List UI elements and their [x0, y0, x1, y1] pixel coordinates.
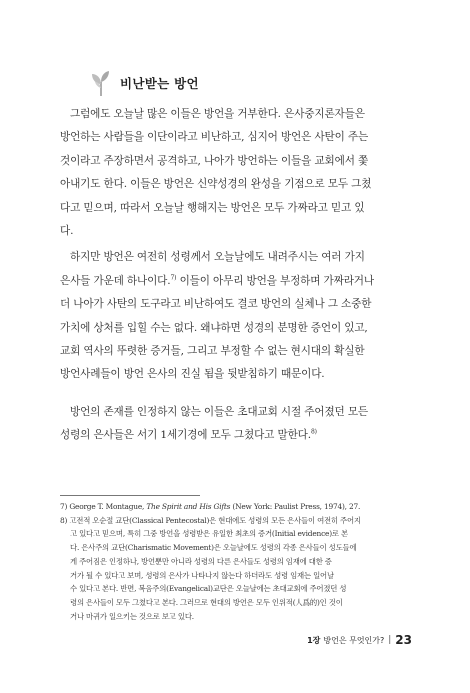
page-footer: [307, 633, 412, 647]
sprout-icon: [86, 68, 116, 98]
footnote-ref-7[interactable]: 7): [170, 274, 177, 282]
paragraph-3: 방언의 존재를 인정하지 않는 이들은 초대교회 시절 주어졌던 모든 성령의 은사들은 서기 1세기경에 모두 그쳤다고 말한다.$^{8)}$: [60, 405, 368, 442]
footnote-8-line: 게 주어짐은 인정하나, 방언뿐만 아니라 성령의 다른 은사들도 성령의 임재에 대한 증: [70, 556, 332, 566]
chapter-label: 1장: [307, 635, 321, 645]
footnote-divider: [60, 495, 200, 496]
paragraph-2: 하지만 방언은 여전히 성령께서 오늘날에도 내려주시는 여러 가지 은사들 가운데 하나이다.$^{7)}$ 이들이 아무리 방언을 부정하며 가짜라거나 더 나아가 사탄의 도구라고 비난하여도 결코 방언의 실체나 그 소중한 가치에 상처를 입힐 수는 없다. 왜냐하면 성경의 분명한 증언이 있고, 교회 역사의 뚜렷한 증거들, 그리고 부정할 수 없는 현시대의 확실한 방언사례들이 방언 은사의 진실 됨을 뒷받침하기 때문이다.: [60, 251, 374, 381]
footnote-8-line: 고 있다고 믿으며, 특히 그중 방언을 성령받은 유일한 최초의 증거(Initial evidence)로 본: [70, 529, 348, 539]
footnote-8-line: 다. 은사주의 교단(Charismatic Movement)은 오늘날에도 성령의 각종 은사들이 성도들에: [70, 543, 357, 553]
footnote-ref-8[interactable]: 8): [310, 428, 317, 436]
footnote-8-line: 거가 될 수 있다고 보며, 성령의 은사가 나타나지 않는다 하더라도 성령 임재는 일어날: [70, 570, 334, 580]
footnotes: [60, 500, 413, 623]
chapter-title: 방언은 무엇인가?: [323, 635, 385, 645]
footnote-8-line: 8) 고전적 오순절 교단(Classical Pentecostal)은 현대에도 성령의 모든 은사들이 여전히 주어지: [60, 515, 361, 525]
footnote-7: 7) George T. Montague, The Spirit and His Gifts (New York: Paulist Press, 1974), 27.: [60, 502, 361, 511]
footnote-8-line: 거나 마귀가 일으키는 것으로 보고 있다.: [70, 611, 194, 621]
paragraph-1: 그럼에도 오늘날 많은 이들은 방언을 거부한다. 은사중지론자들은 방언하는 사람들을 이단이라고 비난하고, 심지어 방언은 사탄이 주는 것이라고 주장하면서 공격하고, 나아가 방언하는 이들을 교회에서 쫓 아내기도 한다. 이들은 방언은 신약성경의 완성을 기점으로 모두 그쳤 다고 믿으며, 따라서 오늘날 행해지는 방언은 모두 가짜라고 믿고 있 다.: [60, 108, 372, 238]
body-text: [60, 103, 413, 448]
footnote-8-line: 령의 은사들이 모두 그쳤다고 본다. 그러므로 현대의 방언은 모두 인위적(人爲的)인 것이: [70, 597, 343, 607]
footer-separator: |: [388, 635, 392, 645]
footnote-8-line: 수 있다고 본다. 반면, 복음주의(Evangelical)교단은 오늘날에는 초대교회에 주어졌던 성: [70, 584, 347, 594]
page-number: 23: [395, 633, 412, 647]
section-heading: [86, 68, 199, 98]
section-title: 비난받는 방언: [120, 76, 199, 91]
